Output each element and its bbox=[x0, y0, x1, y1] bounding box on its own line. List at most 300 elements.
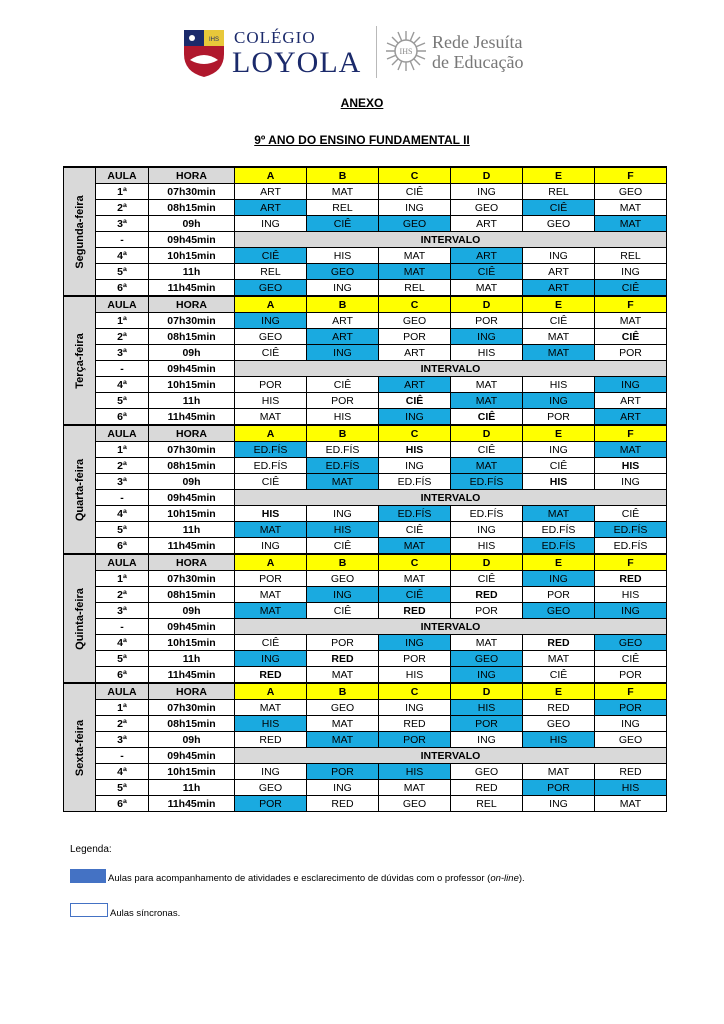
lesson-row bbox=[64, 184, 667, 200]
lesson-time: 09h45min bbox=[149, 748, 235, 764]
lesson-time: 11h45min bbox=[149, 667, 235, 684]
lesson-row bbox=[64, 506, 667, 522]
subject-cell: ING bbox=[307, 506, 379, 522]
subject-cell-online: ING bbox=[235, 651, 307, 667]
column-header: HORA bbox=[149, 683, 235, 700]
class-header: E bbox=[523, 425, 595, 442]
school-header bbox=[180, 22, 560, 82]
day-label: Terça-feira bbox=[64, 296, 96, 425]
subject-cell: ING bbox=[235, 216, 307, 232]
lesson-number: 5ª bbox=[96, 651, 149, 667]
subject-cell: CIÊ bbox=[595, 506, 667, 522]
subject-cell-online: CIÊ bbox=[307, 216, 379, 232]
day-header-row bbox=[64, 167, 667, 184]
subject-cell-online: MAT bbox=[451, 458, 523, 474]
lesson-row bbox=[64, 280, 667, 297]
subject-cell: ING bbox=[595, 264, 667, 280]
class-header: D bbox=[451, 683, 523, 700]
lesson-number: 4ª bbox=[96, 506, 149, 522]
subject-cell: GEO bbox=[595, 184, 667, 200]
class-header: E bbox=[523, 167, 595, 184]
subject-cell: MAT bbox=[307, 184, 379, 200]
subject-cell-online: MAT bbox=[235, 603, 307, 619]
subject-cell-online: ING bbox=[523, 393, 595, 409]
subject-cell: REL bbox=[235, 264, 307, 280]
lesson-row bbox=[64, 603, 667, 619]
subject-cell: CIÊ bbox=[523, 313, 595, 329]
lesson-number: - bbox=[96, 490, 149, 506]
class-header: D bbox=[451, 554, 523, 571]
lesson-time: 09h bbox=[149, 603, 235, 619]
lesson-time: 09h45min bbox=[149, 490, 235, 506]
subject-cell-online: HIS bbox=[307, 522, 379, 538]
subject-cell-sync: CIÊ bbox=[451, 409, 523, 426]
subject-cell: REL bbox=[523, 184, 595, 200]
subject-cell: CIÊ bbox=[379, 184, 451, 200]
subject-cell: POR bbox=[451, 313, 523, 329]
subject-cell: GEO bbox=[451, 200, 523, 216]
subject-cell: GEO bbox=[307, 700, 379, 716]
subject-cell: MAT bbox=[235, 409, 307, 426]
subject-cell: MAT bbox=[523, 329, 595, 345]
lesson-time: 09h bbox=[149, 474, 235, 490]
lesson-row bbox=[64, 587, 667, 603]
lesson-time: 07h30min bbox=[149, 571, 235, 587]
lesson-time: 10h15min bbox=[149, 764, 235, 780]
class-header: C bbox=[379, 425, 451, 442]
lesson-number: - bbox=[96, 619, 149, 635]
subject-cell-online: ING bbox=[595, 377, 667, 393]
lesson-number: 3ª bbox=[96, 603, 149, 619]
subject-cell: HIS bbox=[451, 345, 523, 361]
lesson-time: 09h bbox=[149, 216, 235, 232]
lesson-number: 5ª bbox=[96, 780, 149, 796]
subject-cell-sync: RED bbox=[451, 587, 523, 603]
subject-cell-online: MAT bbox=[523, 506, 595, 522]
subject-cell: RED bbox=[307, 796, 379, 812]
subject-cell: POR bbox=[235, 377, 307, 393]
subject-cell-online: MAT bbox=[379, 538, 451, 555]
subject-cell-online: GEO bbox=[379, 216, 451, 232]
subject-cell: MAT bbox=[451, 635, 523, 651]
column-header: HORA bbox=[149, 554, 235, 571]
lesson-row bbox=[64, 732, 667, 748]
subject-cell-online: ED.FÍS bbox=[595, 522, 667, 538]
subject-cell: ING bbox=[379, 700, 451, 716]
network-name-line1: Rede Jesuíta bbox=[432, 32, 523, 52]
subject-cell: ED.FÍS bbox=[523, 522, 595, 538]
day-header-row bbox=[64, 296, 667, 313]
brand-colegio: COLÉGIO bbox=[234, 28, 316, 47]
class-header: D bbox=[451, 167, 523, 184]
lesson-row bbox=[64, 571, 667, 587]
class-header: D bbox=[451, 296, 523, 313]
subject-cell: MAT bbox=[595, 796, 667, 812]
subject-cell: ING bbox=[595, 474, 667, 490]
subject-cell-sync: RED bbox=[235, 667, 307, 684]
lesson-number: 6ª bbox=[96, 280, 149, 297]
column-header: HORA bbox=[149, 167, 235, 184]
subject-cell-sync: CIÊ bbox=[595, 329, 667, 345]
interval-row bbox=[64, 232, 667, 248]
subject-cell: REL bbox=[451, 796, 523, 812]
subject-cell-online: ING bbox=[451, 667, 523, 684]
lesson-row bbox=[64, 248, 667, 264]
lesson-number: 5ª bbox=[96, 522, 149, 538]
subject-cell: ING bbox=[451, 522, 523, 538]
subject-cell-online: ING bbox=[523, 571, 595, 587]
subject-cell-online: MAT bbox=[595, 442, 667, 458]
lesson-number: 3ª bbox=[96, 474, 149, 490]
lesson-number: 2ª bbox=[96, 587, 149, 603]
lesson-row bbox=[64, 458, 667, 474]
subject-cell-online: POR bbox=[307, 764, 379, 780]
lesson-time: 09h45min bbox=[149, 361, 235, 377]
subject-cell: POR bbox=[307, 635, 379, 651]
class-header: B bbox=[307, 296, 379, 313]
lesson-number: 3ª bbox=[96, 216, 149, 232]
subject-cell: ART bbox=[523, 264, 595, 280]
subject-cell: HIS bbox=[451, 538, 523, 555]
day-label: Quarta-feira bbox=[64, 425, 96, 554]
subject-cell: POR bbox=[523, 409, 595, 426]
class-header: C bbox=[379, 554, 451, 571]
lesson-row bbox=[64, 216, 667, 232]
subject-cell: HIS bbox=[307, 248, 379, 264]
subject-cell: GEO bbox=[379, 313, 451, 329]
subject-cell-online: ING bbox=[451, 329, 523, 345]
subject-cell: POR bbox=[307, 393, 379, 409]
lesson-number: 6ª bbox=[96, 538, 149, 555]
subject-cell: CIÊ bbox=[307, 377, 379, 393]
day-label: Segunda-feira bbox=[64, 167, 96, 296]
lesson-time: 07h30min bbox=[149, 442, 235, 458]
lesson-number: 2ª bbox=[96, 458, 149, 474]
subject-cell-online: ART bbox=[523, 280, 595, 297]
class-header: F bbox=[595, 296, 667, 313]
subject-cell-online: ART bbox=[451, 248, 523, 264]
lesson-time: 09h45min bbox=[149, 619, 235, 635]
lesson-number: 1ª bbox=[96, 700, 149, 716]
class-header: C bbox=[379, 167, 451, 184]
lesson-time: 09h bbox=[149, 345, 235, 361]
subject-cell: MAT bbox=[379, 571, 451, 587]
subject-cell-online: ING bbox=[379, 635, 451, 651]
subject-cell-sync: RED bbox=[595, 571, 667, 587]
lesson-number: 6ª bbox=[96, 667, 149, 684]
subject-cell: RED bbox=[595, 764, 667, 780]
subject-cell-online: ART bbox=[307, 329, 379, 345]
legend-online-swatch bbox=[70, 869, 106, 883]
interval-label: INTERVALO bbox=[235, 490, 667, 506]
column-header: AULA bbox=[96, 167, 149, 184]
lesson-number: 3ª bbox=[96, 732, 149, 748]
lesson-time: 07h30min bbox=[149, 313, 235, 329]
subject-cell-online: MAT bbox=[307, 732, 379, 748]
class-header: B bbox=[307, 554, 379, 571]
lesson-row bbox=[64, 700, 667, 716]
subject-cell: GEO bbox=[235, 329, 307, 345]
subject-cell-online: ART bbox=[379, 377, 451, 393]
subject-cell: ING bbox=[523, 248, 595, 264]
subject-cell: ART bbox=[307, 313, 379, 329]
subject-cell: ED.FÍS bbox=[451, 506, 523, 522]
day-header-row bbox=[64, 554, 667, 571]
subject-cell: GEO bbox=[307, 571, 379, 587]
subject-cell-sync: HIS bbox=[595, 458, 667, 474]
lesson-row bbox=[64, 538, 667, 555]
subject-cell-online: ED.FÍS bbox=[379, 506, 451, 522]
subject-cell: ING bbox=[451, 184, 523, 200]
lesson-row bbox=[64, 393, 667, 409]
subject-cell-online: ART bbox=[235, 200, 307, 216]
subject-cell-online: ING bbox=[235, 313, 307, 329]
subject-cell: MAT bbox=[235, 700, 307, 716]
subject-cell-online: ING bbox=[307, 587, 379, 603]
subject-cell-online: HIS bbox=[379, 764, 451, 780]
subject-cell-online: CIÊ bbox=[451, 264, 523, 280]
subject-cell-online: ED.FÍS bbox=[235, 442, 307, 458]
lesson-time: 08h15min bbox=[149, 458, 235, 474]
lesson-time: 08h15min bbox=[149, 587, 235, 603]
interval-row bbox=[64, 748, 667, 764]
subject-cell: ART bbox=[451, 216, 523, 232]
subject-cell: MAT bbox=[523, 651, 595, 667]
subject-cell: ART bbox=[595, 393, 667, 409]
subject-cell-online: MAT bbox=[307, 474, 379, 490]
subject-cell: CIÊ bbox=[379, 522, 451, 538]
lesson-time: 11h45min bbox=[149, 409, 235, 426]
subject-cell: HIS bbox=[595, 587, 667, 603]
lesson-number: 1ª bbox=[96, 313, 149, 329]
lesson-time: 10h15min bbox=[149, 506, 235, 522]
interval-label: INTERVALO bbox=[235, 361, 667, 377]
subject-cell: ING bbox=[595, 716, 667, 732]
lesson-row bbox=[64, 329, 667, 345]
subject-cell: RED bbox=[523, 700, 595, 716]
subject-cell: ED.FÍS bbox=[595, 538, 667, 555]
lesson-number: 5ª bbox=[96, 264, 149, 280]
interval-row bbox=[64, 490, 667, 506]
lesson-number: 4ª bbox=[96, 377, 149, 393]
column-header: HORA bbox=[149, 296, 235, 313]
lesson-time: 10h15min bbox=[149, 248, 235, 264]
network-name-line2: de Educação bbox=[432, 52, 524, 72]
subject-cell: MAT bbox=[379, 780, 451, 796]
subject-cell: RED bbox=[379, 716, 451, 732]
subject-cell-sync: HIS bbox=[379, 442, 451, 458]
document-subtitle: 9º ANO DO ENSINO FUNDAMENTAL II bbox=[254, 133, 470, 147]
subject-cell-online: HIS bbox=[451, 700, 523, 716]
class-header: A bbox=[235, 296, 307, 313]
subject-cell: MAT bbox=[307, 716, 379, 732]
class-header: A bbox=[235, 683, 307, 700]
lesson-row bbox=[64, 651, 667, 667]
subject-cell-online: HIS bbox=[235, 716, 307, 732]
subject-cell-sync: CIÊ bbox=[379, 393, 451, 409]
class-header: A bbox=[235, 425, 307, 442]
subject-cell: REL bbox=[379, 280, 451, 297]
subject-cell: POR bbox=[235, 571, 307, 587]
subject-cell-online: CIÊ bbox=[235, 248, 307, 264]
lesson-number: 4ª bbox=[96, 764, 149, 780]
lesson-number: 1ª bbox=[96, 442, 149, 458]
subject-cell-online: MAT bbox=[595, 216, 667, 232]
subject-cell: HIS bbox=[379, 667, 451, 684]
subject-cell: POR bbox=[451, 603, 523, 619]
subject-cell-online: GEO bbox=[235, 280, 307, 297]
lesson-number: 2ª bbox=[96, 329, 149, 345]
subject-cell: GEO bbox=[451, 764, 523, 780]
subject-cell: MAT bbox=[595, 313, 667, 329]
legend-online-text: Aulas para acompanhamento de atividades e esclarecimento de dúvidas com o professor (on-line). bbox=[108, 873, 525, 884]
subject-cell: POR bbox=[595, 667, 667, 684]
subject-cell-online: MAT bbox=[235, 522, 307, 538]
document-title: ANEXO bbox=[340, 96, 384, 110]
subject-cell-online: CIÊ bbox=[523, 200, 595, 216]
lesson-time: 11h45min bbox=[149, 796, 235, 812]
subject-cell-online: HIS bbox=[595, 780, 667, 796]
subject-cell: GEO bbox=[235, 780, 307, 796]
subject-cell-online: HIS bbox=[523, 732, 595, 748]
subject-cell-online: GEO bbox=[523, 603, 595, 619]
subject-cell: CIÊ bbox=[235, 474, 307, 490]
class-header: C bbox=[379, 683, 451, 700]
subject-cell-online: ED.FÍS bbox=[451, 474, 523, 490]
lesson-time: 07h30min bbox=[149, 700, 235, 716]
class-header: B bbox=[307, 167, 379, 184]
subject-cell: ING bbox=[523, 442, 595, 458]
subject-cell: ING bbox=[523, 796, 595, 812]
subject-cell: POR bbox=[595, 345, 667, 361]
subject-cell: GEO bbox=[379, 796, 451, 812]
lesson-row bbox=[64, 264, 667, 280]
lesson-number: 4ª bbox=[96, 248, 149, 264]
lesson-row bbox=[64, 313, 667, 329]
lesson-row bbox=[64, 796, 667, 812]
subject-cell-online: CIÊ bbox=[595, 280, 667, 297]
lesson-row bbox=[64, 780, 667, 796]
lesson-time: 11h bbox=[149, 393, 235, 409]
subject-cell: GEO bbox=[595, 732, 667, 748]
subject-cell-online: POR bbox=[235, 796, 307, 812]
subject-cell-online: ING bbox=[307, 345, 379, 361]
subject-cell: REL bbox=[307, 200, 379, 216]
subject-cell: ING bbox=[379, 200, 451, 216]
subject-cell-online: ART bbox=[595, 409, 667, 426]
subject-cell: POR bbox=[379, 329, 451, 345]
subject-cell: HIS bbox=[307, 409, 379, 426]
subject-cell: GEO bbox=[523, 216, 595, 232]
subject-cell: MAT bbox=[235, 587, 307, 603]
lesson-row bbox=[64, 345, 667, 361]
subject-cell-sync: HIS bbox=[235, 506, 307, 522]
subject-cell-online: ED.FÍS bbox=[307, 458, 379, 474]
svg-text:IHS: IHS bbox=[399, 47, 413, 56]
subject-cell-online: POR bbox=[379, 732, 451, 748]
lesson-row bbox=[64, 764, 667, 780]
subject-cell: ING bbox=[307, 780, 379, 796]
brand-loyola: LOYOLA bbox=[232, 46, 362, 79]
lesson-number: 4ª bbox=[96, 635, 149, 651]
lesson-row bbox=[64, 377, 667, 393]
day-label: Sexta-feira bbox=[64, 683, 96, 812]
lesson-time: 11h45min bbox=[149, 538, 235, 555]
subject-cell-online: ING bbox=[595, 603, 667, 619]
header-divider bbox=[376, 26, 377, 78]
lesson-time: 11h bbox=[149, 651, 235, 667]
lesson-time: 07h30min bbox=[149, 184, 235, 200]
column-header: AULA bbox=[96, 554, 149, 571]
subject-cell-sync: HIS bbox=[523, 474, 595, 490]
interval-row bbox=[64, 361, 667, 377]
lesson-row bbox=[64, 409, 667, 426]
class-header: F bbox=[595, 683, 667, 700]
lesson-time: 10h15min bbox=[149, 377, 235, 393]
subject-cell: ING bbox=[451, 732, 523, 748]
lesson-time: 08h15min bbox=[149, 716, 235, 732]
subject-cell: CIÊ bbox=[307, 538, 379, 555]
lesson-time: 11h45min bbox=[149, 280, 235, 297]
subject-cell: ED.FÍS bbox=[379, 474, 451, 490]
subject-cell: CIÊ bbox=[235, 635, 307, 651]
interval-label: INTERVALO bbox=[235, 619, 667, 635]
lesson-number: - bbox=[96, 232, 149, 248]
jesuit-seal-icon bbox=[385, 30, 427, 72]
day-header-row bbox=[64, 683, 667, 700]
subject-cell: ART bbox=[379, 345, 451, 361]
lesson-time: 11h bbox=[149, 780, 235, 796]
subject-cell-online: MAT bbox=[379, 264, 451, 280]
subject-cell-online: ED.FÍS bbox=[523, 538, 595, 555]
lesson-number: 6ª bbox=[96, 796, 149, 812]
subject-cell: CIÊ bbox=[523, 667, 595, 684]
legend-sync-swatch bbox=[70, 903, 108, 917]
class-header: F bbox=[595, 167, 667, 184]
lesson-row bbox=[64, 667, 667, 684]
interval-row bbox=[64, 619, 667, 635]
subject-cell-online: GEO bbox=[307, 264, 379, 280]
subject-cell: ART bbox=[235, 184, 307, 200]
lesson-row bbox=[64, 635, 667, 651]
subject-cell: MAT bbox=[379, 248, 451, 264]
subject-cell: RED bbox=[451, 780, 523, 796]
schedule-table bbox=[63, 166, 667, 812]
lesson-number: 6ª bbox=[96, 409, 149, 426]
subject-cell: GEO bbox=[523, 716, 595, 732]
lesson-time: 09h bbox=[149, 732, 235, 748]
subject-cell-online: POR bbox=[451, 716, 523, 732]
lesson-number: 2ª bbox=[96, 716, 149, 732]
legend-title: Legenda: bbox=[70, 844, 112, 855]
subject-cell: MAT bbox=[307, 667, 379, 684]
lesson-number: 5ª bbox=[96, 393, 149, 409]
class-header: A bbox=[235, 167, 307, 184]
column-header: AULA bbox=[96, 296, 149, 313]
subject-cell: HIS bbox=[523, 377, 595, 393]
class-header: B bbox=[307, 683, 379, 700]
class-header: F bbox=[595, 554, 667, 571]
day-label: Quinta-feira bbox=[64, 554, 96, 683]
class-header: A bbox=[235, 554, 307, 571]
subject-cell-online: ING bbox=[379, 409, 451, 426]
subject-cell: CIÊ bbox=[451, 442, 523, 458]
subject-cell-sync: RED bbox=[523, 635, 595, 651]
subject-cell: ED.FÍS bbox=[235, 458, 307, 474]
day-header-row bbox=[64, 425, 667, 442]
subject-cell-online: POR bbox=[523, 780, 595, 796]
lesson-number: 3ª bbox=[96, 345, 149, 361]
